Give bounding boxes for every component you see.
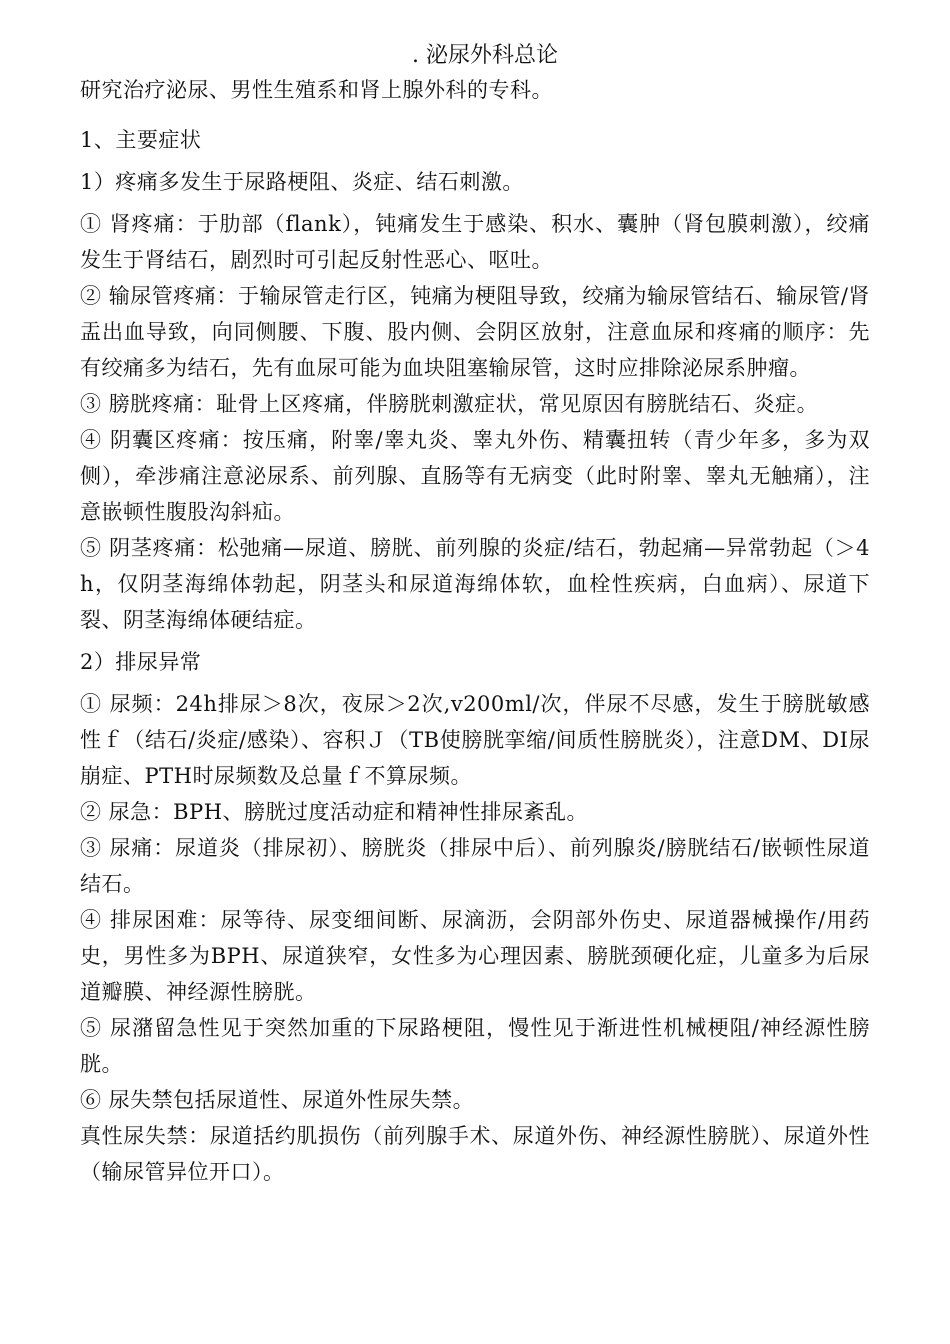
intro-paragraph: 研究治疗泌尿、男性生殖系和肾上腺外科的专科。 bbox=[80, 78, 553, 102]
urination-item-incontinence: ⑥ 尿失禁包括尿道性、尿道外性尿失禁。 bbox=[80, 1088, 475, 1112]
pain-item-bladder: ③ 膀胱疼痛：耻骨上区疼痛，伴膀胱刺激症状，常见原因有膀胱结石、炎症。 bbox=[80, 392, 819, 416]
urination-item-frequency: ① 尿频：24h排尿＞8次，夜尿＞2次,v200ml/次，伴尿不尽感，发生于膀胱敏感性ｆ（结石/炎症/感染）、容积Ｊ（TB使膀胱挛缩/间质性膀胱炎），注意DM、DI尿崩症、PTH时尿频数及总量ｆ不算尿频。 bbox=[80, 692, 870, 788]
pain-item-scrotum: ④ 阴囊区疼痛：按压痛，附睾/睾丸炎、睾丸外伤、精囊扭转（青少年多，多为双侧），牵涉痛注意泌尿系、前列腺、直肠等有无病变（此时附睾、睾丸无触痛），注意嵌顿性腹股沟斜疝。 bbox=[80, 428, 870, 524]
urination-item-dysuria: ③ 尿痛：尿道炎（排尿初）、膀胱炎（排尿中后）、前列腺炎/膀胱结石/嵌顿性尿道结石。 bbox=[80, 836, 870, 896]
urination-item-urgency: ② 尿急：BPH、膀胱过度活动症和精神性排尿紊乱。 bbox=[80, 800, 589, 824]
pain-item-ureter: ② 输尿管疼痛：于输尿管走行区，钝痛为梗阻导致，绞痛为输尿管结石、输尿管/肾盂出血导致，向同侧腰、下腹、股内侧、会阴区放射，注意血尿和疼痛的顺序：先有绞痛多为结石，先有血尿可能为血块阻塞输尿管，这时应排除泌尿系肿瘤。 bbox=[80, 284, 870, 380]
section-heading-main-symptoms: 1、主要症状 bbox=[80, 128, 202, 152]
urination-item-difficulty: ④ 排尿困难：尿等待、尿变细间断、尿滴沥，会阴部外伤史、尿道器械操作/用药史，男性多为BPH、尿道狭窄，女性多为心理因素、膀胱颈硬化症，儿童多为后尿道瓣膜、神经源性膀胱。 bbox=[80, 908, 870, 1004]
subheading-urination: 2）排尿异常 bbox=[80, 650, 202, 674]
document-page bbox=[80, 40, 870, 1190]
page-title: . 泌尿外科总论 bbox=[412, 43, 558, 68]
pain-item-kidney: ① 肾疼痛：于肋部（flank），钝痛发生于感染、积水、囊肿（肾包膜刺激），绞痛发生于肾结石，剧烈时可引起反射性恶心、呕吐。 bbox=[80, 212, 870, 272]
pain-item-penis: ⑤ 阴茎疼痛：松弛痛—尿道、膀胱、前列腺的炎症/结石，勃起痛—异常勃起（＞4h，仅阴茎海绵体勃起，阴茎头和尿道海绵体软，血栓性疾病，白血病）、尿道下裂、阴茎海绵体硬结症。 bbox=[80, 536, 870, 632]
urination-item-retention: ⑤ 尿潴留急性见于突然加重的下尿路梗阻，慢性见于渐进性机械梗阻/神经源性膀胱。 bbox=[80, 1016, 870, 1076]
subheading-pain: 1）疼痛多发生于尿路梗阻、炎症、结石刺激。 bbox=[80, 170, 524, 194]
true-incontinence-paragraph: 真性尿失禁：尿道括约肌损伤（前列腺手术、尿道外伤、神经源性膀胱）、尿道外性（输尿管异位开口）。 bbox=[80, 1124, 870, 1184]
